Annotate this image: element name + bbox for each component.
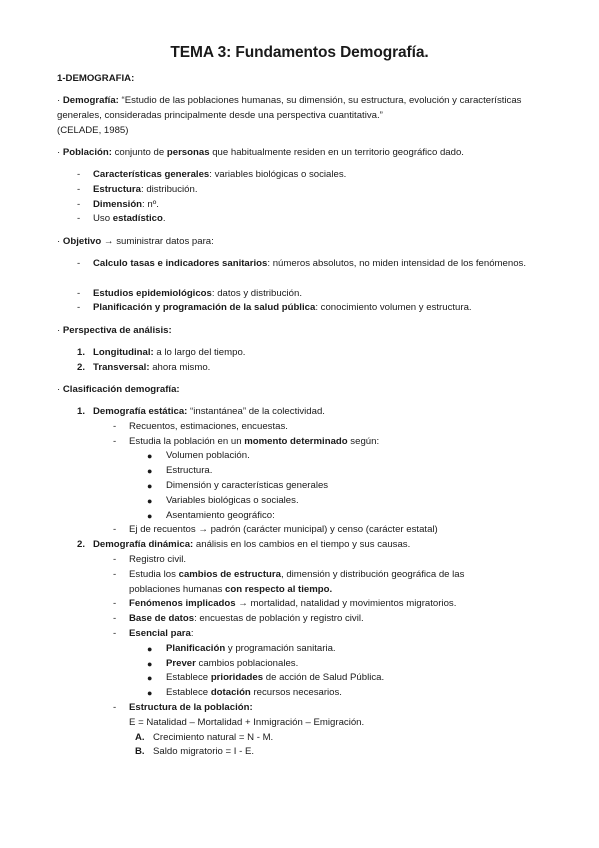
list-item: - Estructura de la población: xyxy=(113,701,253,713)
poblacion-definition: · Población: conjunto de personas que habitualmente residen en un territorio geográfico dado. xyxy=(57,147,464,158)
list-item: - Base de datos: encuestas de población y registro civil. xyxy=(113,613,364,625)
poblacion-text-2: que habitualmente residen en un territorio geográfico dado. xyxy=(209,147,464,158)
list-item: ● Variables biológicas o sociales. xyxy=(147,494,299,506)
bullet-dot: · xyxy=(57,95,63,106)
demografia-label: Demografía: xyxy=(62,95,119,106)
list-item: - Fenómenos implicados → mortalidad, natalidad y movimientos migratorios. xyxy=(113,598,457,610)
list-item: B. Saldo migratorio = I - E. xyxy=(135,746,255,758)
list-item: - Estudia los cambios de estructura, dimensión y distribución geográfica de las xyxy=(113,568,465,580)
objetivo-heading: · Objetivo → suministrar datos para: xyxy=(57,236,214,247)
list-item: 1. Demografía estática: “instantánea” de la colectividad. xyxy=(77,406,325,417)
list-item: ● Volumen población. xyxy=(147,450,250,462)
demografia-text: “Estudio de las poblaciones humanas, su dimensión, su estructura, evolución y características generales, consideradas principalmente desde una perspectiva cuantitativa.” xyxy=(57,95,522,121)
perspectiva-heading: · Perspectiva de análisis: xyxy=(57,325,172,336)
list-item: - Registro civil. xyxy=(113,553,187,565)
document-title: TEMA 3: Fundamentos Demografía. xyxy=(170,44,429,61)
poblacion-label: Población: xyxy=(62,147,112,158)
list-item: ● Prever cambios poblacionales. xyxy=(147,657,299,669)
list-item: - Esencial para: xyxy=(113,627,194,639)
formula: E = Natalidad – Mortalidad + Inmigración – Emigración. xyxy=(129,716,365,728)
poblacion-text-1: conjunto de xyxy=(111,147,167,158)
poblacion-list xyxy=(57,168,537,227)
list-item: - Características generales: variables biológicas o sociales. xyxy=(77,169,347,180)
list-item: ● Planificación y programación sanitaria. xyxy=(147,642,336,654)
section-heading: 1-DEMOGRAFIA: xyxy=(57,73,135,84)
list-item: A. Crecimiento natural = N - M. xyxy=(135,731,274,743)
list-item: 2. Demografía dinámica: análisis en los cambios en el tiempo y sus causas. xyxy=(77,539,411,551)
clasificacion-content xyxy=(57,405,537,760)
list-item: - Estudios epidemiológicos: datos y distribución. xyxy=(77,287,302,299)
list-item: - Calculo tasas e indicadores sanitarios: números absolutos, no miden intensidad de los fenómenos. xyxy=(77,258,527,269)
list-item: ● Estructura. xyxy=(147,465,213,477)
list-item-continuation: poblaciones humanas con respecto al tiempo. xyxy=(129,583,333,595)
list-item: - Uso estadístico. xyxy=(77,213,166,225)
list-item: ● Establece dotación recursos necesarios. xyxy=(147,687,342,699)
list-item: - Dimensión: nº. xyxy=(77,198,159,210)
perspectiva-list xyxy=(57,346,537,376)
objetivo-label: Objetivo xyxy=(62,236,102,247)
perspectiva-label: Perspectiva de análisis: xyxy=(62,325,172,336)
list-item: 1. Longitudinal: a lo largo del tiempo. xyxy=(77,347,246,358)
objetivo-text: → suministrar datos para: xyxy=(101,236,214,247)
clasificacion-heading: · Clasificación demografía: xyxy=(57,384,180,395)
list-item: - Planificación y programación de la salud pública: conocimiento volumen y estructura. xyxy=(77,302,472,314)
poblacion-bold-1: personas xyxy=(166,147,210,158)
demografia-definition xyxy=(57,94,547,138)
list-item: 2. Transversal: ahora mismo. xyxy=(77,361,211,373)
list-item: ● Establece prioridades de acción de Salud Pública. xyxy=(147,672,385,684)
list-item: - Ej de recuentos → padrón (carácter municipal) y censo (carácter estatal) xyxy=(113,524,438,536)
objetivo-list xyxy=(57,257,537,316)
clasificacion-label: Clasificación demografía: xyxy=(62,384,180,395)
list-item: - Estructura: distribución. xyxy=(77,183,198,195)
list-item: ● Dimensión y características generales xyxy=(147,479,329,491)
demografia-source: (CELADE, 1985) xyxy=(57,124,129,136)
list-item: - Recuentos, estimaciones, encuestas. xyxy=(113,420,288,432)
list-item: - Estudia la población en un momento determinado según: xyxy=(113,435,380,447)
list-item: ● Asentamiento geográfico: xyxy=(147,509,275,521)
